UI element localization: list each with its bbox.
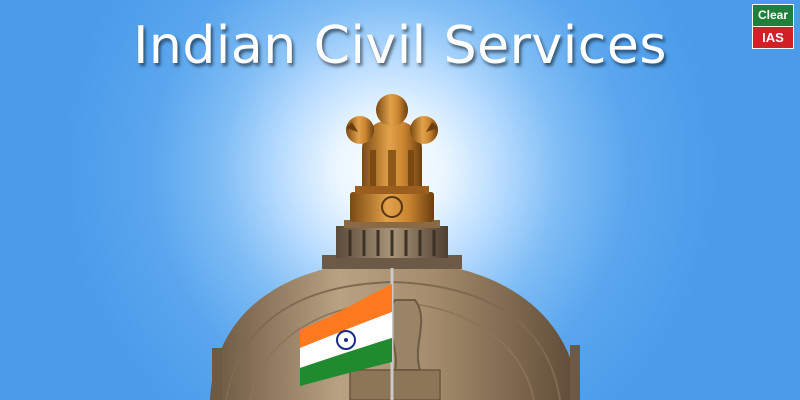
drum	[322, 220, 462, 269]
lion-capital-emblem	[346, 94, 438, 222]
clear-ias-logo	[752, 4, 794, 48]
logo-line2: IAS	[752, 27, 794, 49]
logo-line1: Clear	[752, 4, 794, 27]
banner-title: Indian Civil Services	[133, 16, 667, 76]
dome	[210, 260, 580, 400]
